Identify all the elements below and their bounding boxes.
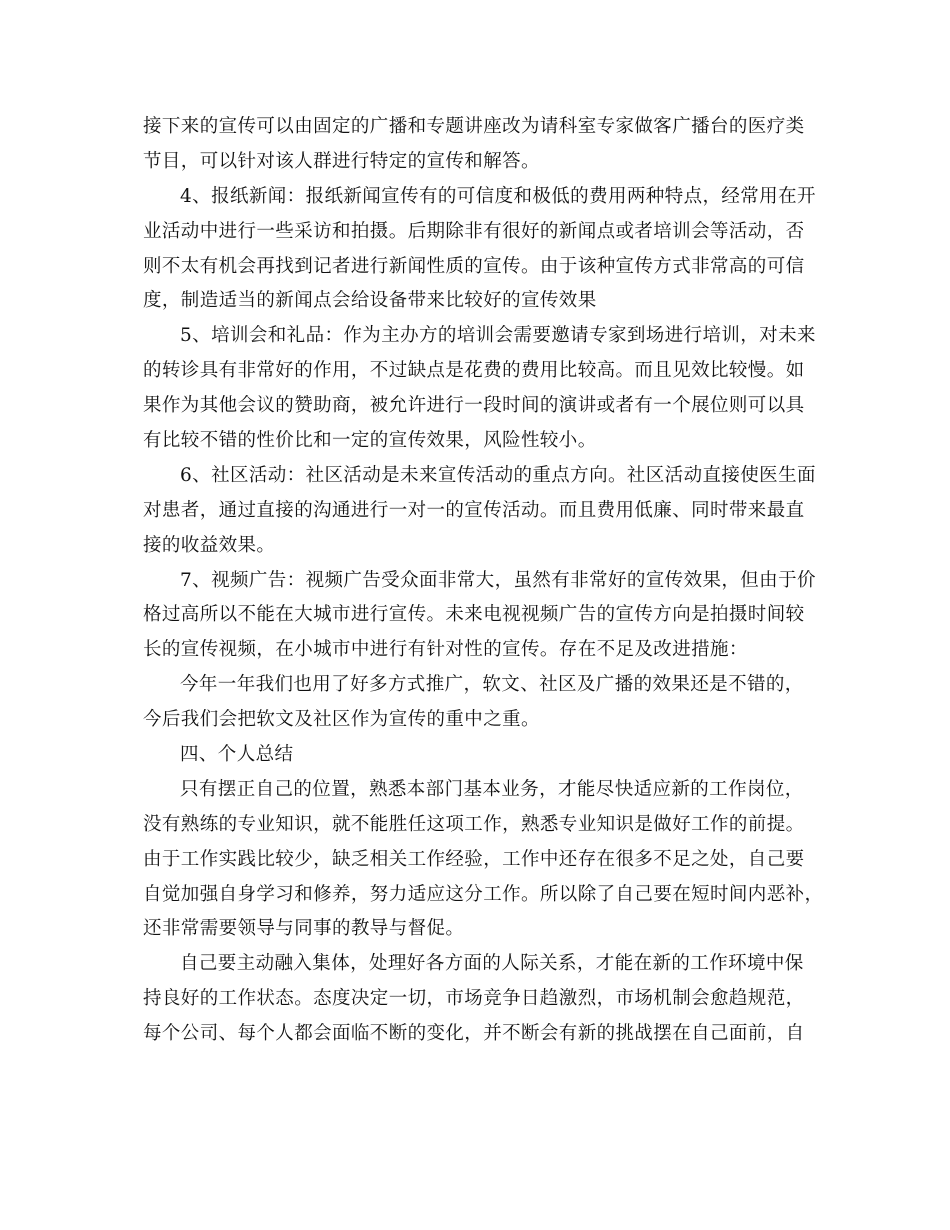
paragraph-start-line: 只有摆正自己的位置，熟悉本部门基本业务，才能尽快适应新的工作岗位， xyxy=(180,778,804,800)
text-line: 长的宣传视频，在小城市中进行有针对性的宣传。存在不足及改进措施： xyxy=(143,639,748,661)
text-line: 度，制造适当的新闻点会给设备带来比较好的宣传效果 xyxy=(143,290,597,312)
paragraph-start-line: 5、培训会和礼品：作为主办方的培训会需要邀请专家到场进行培训，对未来 xyxy=(180,325,816,347)
paragraph-start-line: 4、报纸新闻：报纸新闻宣传有的可信度和极低的费用两种特点，经常用在开 xyxy=(180,185,816,207)
paragraph-start-line: 今年一年我们也用了好多方式推广，软文、社区及广播的效果还是不错的， xyxy=(180,674,804,696)
text-line: 自觉加强自身学习和修养，努力适应这分工作。所以除了自己要在短时间内恶补， xyxy=(143,883,824,905)
text-line: 的转诊具有非常好的作用，不过缺点是花费的费用比较高。而且见效比较慢。如 xyxy=(143,360,805,382)
text-line: 节目，可以针对该人群进行特定的宣传和解答。 xyxy=(143,150,540,172)
text-line: 持良好的工作状态。态度决定一切，市场竞争日趋激烈，市场机制会愈趋规范， xyxy=(143,988,805,1010)
text-line: 接下来的宣传可以由固定的广播和专题讲座改为请科室专家做客广播台的医疗类 xyxy=(143,116,805,137)
text-line: 格过高所以不能在大城市进行宣传。未来电视视频广告的宣传方向是拍摄时间较 xyxy=(143,604,805,626)
text-line: 由于工作实践比较少，缺乏相关工作经验，工作中还存在很多不足之处，自己要 xyxy=(143,848,805,870)
text-line: 没有熟练的专业知识，就不能胜任这项工作，熟悉专业知识是做好工作的前提。 xyxy=(143,813,805,835)
text-line: 接的收益效果。 xyxy=(143,534,276,556)
text-line: 对患者，通过直接的沟通进行一对一的宣传活动。而且费用低廉、同时带来最直 xyxy=(143,499,805,521)
text-line: 则不太有机会再找到记者进行新闻性质的宣传。由于该种宣传方式非常高的可信 xyxy=(143,255,805,277)
text-line: 果作为其他会议的赞助商，被允许进行一段时间的演讲或者有一个展位则可以具 xyxy=(143,395,805,417)
text-line: 今后我们会把软文及社区作为宣传的重中之重。 xyxy=(143,709,540,731)
section-heading: 四、个人总结 xyxy=(180,744,294,766)
paragraph-start-line: 自己要主动融入集体，处理好各方面的人际关系，才能在新的工作环境中保 xyxy=(180,953,804,975)
text-line: 有比较不错的性价比和一定的宣传效果，风险性较小。 xyxy=(143,430,597,452)
text-line: 每个公司、每个人都会面临不断的变化，并不断会有新的挑战摆在自己面前，自 xyxy=(143,1023,805,1045)
text-line: 还非常需要领导与同事的教导与督促。 xyxy=(143,918,465,940)
paragraph-start-line: 7、视频广告：视频广告受众面非常大，虽然有非常好的宣传效果，但由于价 xyxy=(180,569,816,591)
text-line: 业活动中进行一些采访和拍摄。后期除非有很好的新闻点或者培训会等活动，否 xyxy=(143,220,805,242)
document-body xyxy=(143,110,824,1052)
paragraph-start-line: 6、社区活动：社区活动是未来宣传活动的重点方向。社区活动直接使医生面 xyxy=(180,464,816,486)
